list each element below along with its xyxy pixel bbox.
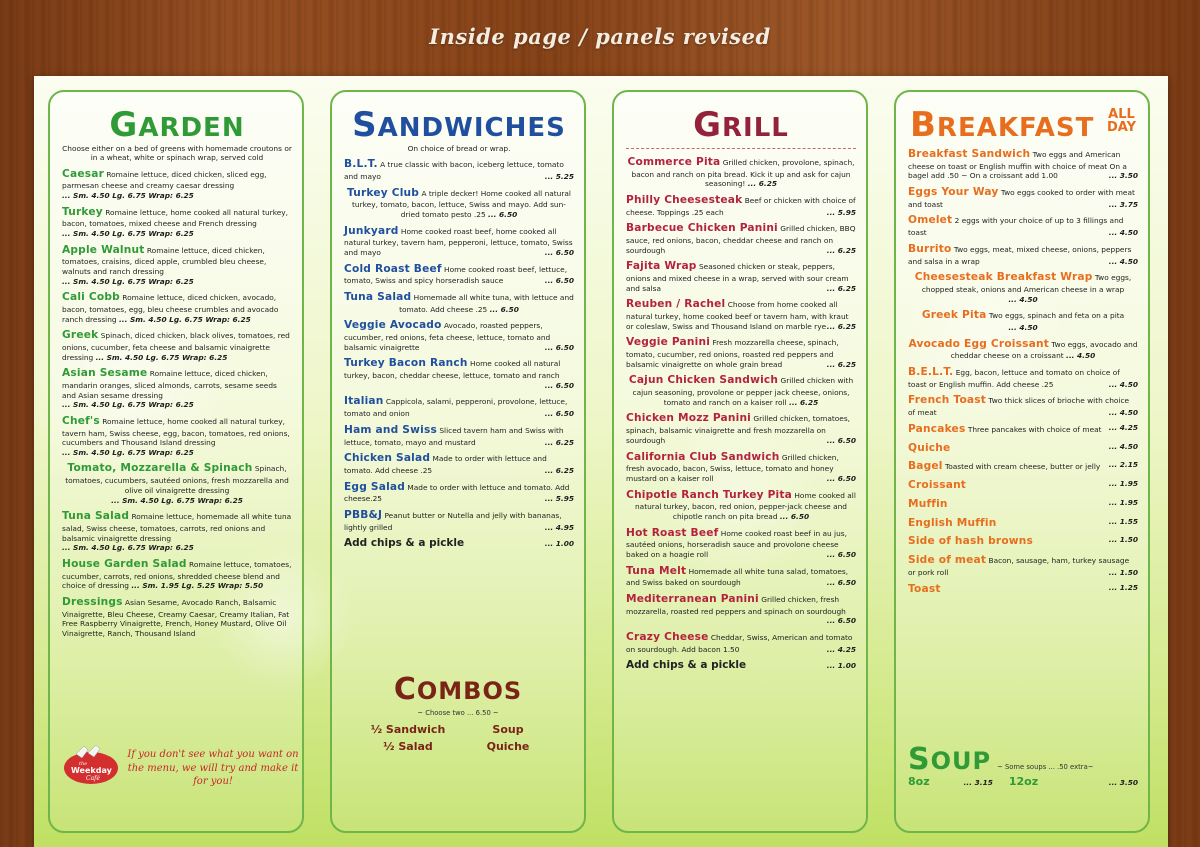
menu-item (344, 357, 574, 390)
menu-item-name: Chicken Mozz Panini (626, 412, 752, 425)
menu-item-name: Tomato, Mozzarella & Spinach (67, 462, 253, 475)
chips-label: Add chips & a pickle (626, 659, 747, 672)
menu-item (344, 395, 574, 418)
menu-item-price: ... Sm. 4.50 Lg. 6.75 Wrap: 6.25 (62, 228, 194, 238)
combo-option: Quiche (486, 740, 530, 753)
menu-item-name: Cheesesteak Breakfast Wrap (914, 271, 1093, 284)
menu-item-price: ... Sm. 4.50 Lg. 6.75 Wrap: 6.25 (62, 400, 194, 410)
menu-item (908, 460, 1138, 474)
combo-option: ½ Salad (383, 740, 433, 753)
menu-item-price: ... 6.50 (544, 276, 574, 286)
menu-item-description: Made to order with lettuce and tomato. Add cheese .25 (344, 454, 547, 476)
menu-item-name: California Club Sandwich (626, 450, 780, 463)
menu-item (62, 558, 292, 591)
menu-item (626, 260, 856, 293)
soup-title (908, 742, 991, 777)
menu-item-price: ... 6.25 (747, 179, 777, 189)
combos-title-rest: OMBOS (416, 677, 523, 705)
menu-item-name: Bagel (908, 460, 943, 473)
menu-item-name: Tuna Melt (626, 564, 687, 577)
chips-price: ... 1.00 (544, 539, 574, 549)
menu-item-description: Romaine lettuce, home cooked all natural turkey, bacon, tomatoes, mixed cheese and French dressing (62, 207, 288, 229)
menu-item-name: Mediterranean Panini (626, 592, 759, 605)
menu-item-name: Fajita Wrap (626, 260, 697, 273)
menu-item-price: ... 6.25 (826, 359, 856, 369)
menu-item (908, 554, 1138, 577)
menu-item-description: Fresh mozzarella cheese, spinach, tomato, cucumber, red onions, roasted red peppers and balsamic vinaigrette on whole grain bread (626, 338, 839, 369)
menu-item-name: Barbecue Chicken Panini (626, 222, 778, 235)
menu-item-name: Philly Cheesesteak (626, 194, 743, 207)
menu-item (344, 319, 574, 352)
menu-item-description: Home cooked roast beef, home cooked all natural turkey, tavern ham, pepperoni, lettuce, tomato, Swiss and mayo (344, 226, 573, 258)
combo-option: ½ Sandwich (370, 723, 446, 736)
menu-item-description: Grilled chicken, fresh mozzarella, roasted red peppers and spinach on sourdough (626, 594, 846, 616)
menu-item-price: ... 4.50 (1108, 379, 1138, 389)
menu-item-price: ... Sm. 4.50 Lg. 6.75 Wrap: 6.25 (62, 543, 194, 553)
menu-item (626, 156, 856, 189)
breakfast-item-list (908, 148, 1138, 596)
menu-item-price: ... Sm. 4.50 Lg. 6.75 Wrap: 6.25 (62, 447, 194, 457)
menu-item-name: Veggie Panini (626, 336, 711, 349)
menu-item (626, 336, 856, 369)
weekday-cafe-logo (62, 744, 120, 786)
menu-item-description: Egg, bacon, lettuce and tomato on choice of toast or English muffin. Add cheese .25 (908, 367, 1120, 389)
menu-item-price: ... Sm. 4.50 Lg. 6.75 Wrap: 6.25 (62, 276, 194, 286)
logo-text-weekday: Weekday (71, 766, 112, 775)
menu-item-name: Hot Roast Beef (626, 526, 719, 539)
menu-item-description: 2 eggs with your choice of up to 3 fillings and toast (908, 216, 1124, 238)
soup-note: ~ Some soups ... .50 extra~ (997, 763, 1094, 771)
grill-panel (612, 90, 868, 833)
menu-item (908, 479, 1138, 493)
menu-item-description: Two eggs and American cheese on toast or English muffin with choice of meat On a bagel add .50 ~ On a croissant add 1.00 (908, 150, 1127, 181)
menu-item-price: ... 4.50 (1108, 256, 1138, 266)
combos-title-initial: C (393, 672, 417, 707)
menu-item-price: ... 6.50 (489, 304, 519, 314)
menu-item-name: Burrito (908, 242, 952, 255)
grill-divider (626, 148, 856, 149)
menu-item (908, 394, 1138, 417)
menu-item (62, 206, 292, 239)
menu-item-price: ... 3.50 (1108, 171, 1138, 181)
menu-item-price: ... 6.25 (544, 437, 574, 447)
menu-item-price: ... 1.50 (1108, 535, 1138, 545)
menu-item-name: Side of meat (908, 554, 987, 567)
menu-item-description: Bacon, sausage, ham, turkey sausage or pork roll (908, 556, 1130, 577)
garden-panel (48, 90, 304, 833)
menu-item-price: ... 5.95 (544, 494, 574, 504)
soup-price-small: ... 3.15 (963, 778, 993, 787)
menu-item (344, 187, 574, 220)
menu-item-description: Home cooked all natural turkey, bacon, cheddar cheese, lettuce, tomato and ranch (344, 359, 561, 381)
menu-item-name: Chicken Salad (344, 452, 431, 465)
menu-item-description: Three pancakes with choice of meat (967, 424, 1102, 434)
menu-item-price: ... 5.25 (544, 172, 574, 182)
menu-item-description: Grilled chicken with cajun seasoning, provolone or pepper jack cheese, onions, tomato and ranch on a kaiser roll (632, 376, 854, 407)
menu-item-price: ... 6.50 (826, 578, 856, 588)
menu-item (62, 462, 292, 505)
garden-title-initial: G (109, 105, 139, 145)
menu-item (344, 509, 574, 532)
menu-item (626, 451, 856, 484)
menu-item-description: Cappicola, salami, pepperoni, provolone, lettuce, tomato and onion (344, 397, 568, 419)
sandwiches-subtitle: On choice of bread or wrap. (407, 144, 511, 153)
menu-item-description: A true classic with bacon, iceberg lettuce, tomato and mayo (344, 160, 564, 182)
menu-item (344, 424, 574, 447)
soup-header (908, 742, 1138, 777)
all-day-line2: DAY (1106, 120, 1136, 135)
menu-item (626, 412, 856, 445)
menu-item-price: ... Sm. 4.50 Lg. 6.75 Wrap: 6.25 (111, 495, 243, 505)
menu-item-price: ... 2.15 (1108, 460, 1138, 470)
menu-item-description: Homemade all white tuna, with lettuce and tomato. Add cheese .25 (399, 293, 574, 314)
chips-price: ... 1.00 (826, 661, 856, 671)
breakfast-title-initial: B (910, 105, 937, 145)
soup-section (908, 742, 1138, 788)
menu-item (908, 309, 1138, 332)
menu-item (626, 374, 856, 407)
menu-item-price: ... 4.50 (1108, 228, 1138, 238)
chips-label: Add chips & a pickle (344, 537, 465, 550)
menu-item-description: Home cooked roast beef, lettuce, tomato, Swiss and spicy horseradish sauce (344, 264, 568, 286)
menu-item-description: Grilled chicken, BBQ sauce, red onions, bacon, cheddar cheese and ranch on sourdough (626, 224, 856, 255)
menu-item-price: ... 3.75 (1108, 199, 1138, 209)
menu-item (344, 225, 574, 258)
menu-item-name: Turkey Club (346, 186, 420, 199)
menu-item (62, 291, 292, 324)
menu-item-description: Toasted with cream cheese, butter or jelly (944, 462, 1101, 472)
menu-item-description: Romaine lettuce, tomatoes, cucumber, carrots, red onions, shredded cheese blend and choice of dressing (62, 559, 292, 591)
menu-item (62, 329, 292, 362)
menu-item (626, 194, 856, 217)
menu-item (908, 338, 1138, 361)
grill-item-list (626, 156, 856, 654)
menu-item-description: Romaine lettuce, diced chicken, mandarin oranges, sliced almonds, carrots, sesame seeds and Asian sesame dressing (62, 369, 277, 400)
menu-item (626, 489, 856, 522)
grill-chips-addon (626, 659, 856, 671)
sandwiches-chips-addon (344, 537, 574, 549)
menu-item-name: Muffin (908, 497, 948, 510)
garden-title (62, 105, 292, 145)
menu-item (908, 442, 1138, 456)
menu-item-name: Tuna Salad (344, 291, 412, 304)
soup-title-rest: OUP (930, 747, 992, 775)
menu-item (626, 565, 856, 588)
menu-item-description: Homemade all white tuna salad, tomatoes, and Swiss baked on sourdough (626, 566, 849, 588)
menu-item-name: English Muffin (908, 516, 997, 529)
menu-item-description: Beef or chicken with choice of cheese. Toppings .25 each (626, 196, 856, 217)
menu-item-price: ... 5.95 (826, 207, 856, 217)
menu-item-description: Two eggs cooked to order with meat and toast (908, 188, 1135, 209)
menu-item (62, 244, 292, 287)
menu-item-name: Crazy Cheese (626, 630, 709, 643)
menu-item-name: Apple Walnut (62, 243, 145, 256)
soup-size-small: 8oz (908, 775, 930, 788)
menu-item-description: A triple decker! Home cooked all natural turkey, tomato, bacon, lettuce, Swiss and mayo. Add sun-dried tomato pesto .25 (352, 188, 571, 220)
menu-item-description: Sliced tavern ham and Swiss with lettuce, tomato, mayo and mustard (344, 425, 564, 447)
menu-item-name: Cali Cobb (62, 291, 120, 304)
menu-item-price: ... 4.50 (1008, 294, 1038, 304)
menu-item-name: French Toast (908, 394, 987, 407)
menu-item-name: Caesar (62, 167, 104, 180)
menu-item-name: Quiche (908, 441, 951, 454)
menu-item (626, 631, 856, 654)
breakfast-title (910, 105, 1138, 145)
menu-item-name: PBB&J (344, 509, 383, 522)
menu-item-description: Romaine lettuce, home cooked all natural turkey, tavern ham, Swiss cheese, egg, bacon, tomatoes, red onions, cucumbers and Thousand Island dressing (62, 416, 290, 448)
menu-item-name: Chef's (62, 414, 100, 427)
all-day-line1: ALL (1108, 107, 1135, 122)
menu-item-description: Seasoned chicken or steak, peppers, onions and mixed cheese in a wrap, served with sour cream and salsa (626, 262, 849, 293)
soup-price-large: ... 3.50 (1108, 778, 1138, 787)
menu-item-name: Cold Roast Beef (344, 262, 442, 275)
menu-item (626, 298, 856, 331)
menu-item (626, 527, 856, 560)
menu-item-price: ... 6.50 (826, 435, 856, 445)
menu-item-price: ... 6.50 (544, 248, 574, 258)
menu-item-price: ... 4.25 (1108, 422, 1138, 432)
soup-title-initial: S (908, 742, 931, 777)
menu-item-price: ... Sm. 1.95 Lg. 5.25 Wrap: 5.50 (131, 581, 264, 591)
menu-item-name: Cajun Chicken Sandwich (628, 374, 779, 387)
menu-item (908, 366, 1138, 389)
menu-item-name: Chipotle Ranch Turkey Pita (626, 488, 793, 501)
menu-item (908, 243, 1138, 266)
menu-item-price: ... 6.25 (789, 397, 819, 407)
menu-item-description: Two thick slices of brioche with choice of meat (908, 396, 1130, 418)
menu-item-description: Spinach, diced chicken, black olives, tomatoes, red onions, cucumber, feta cheese and balsamic vinaigrette dressing (62, 331, 290, 362)
menu-item-price: ... 6.50 (544, 409, 574, 419)
menu-item-name: Breakfast Sandwich (908, 148, 1031, 160)
menu-item-description: Romaine lettuce, diced chicken, tomatoes, craisins, diced apple, crumbled bleu cheese, walnuts and ranch dressing (62, 245, 267, 276)
menu-item-price: ... 1.55 (1108, 516, 1138, 526)
menu-item-name: Ham and Swiss (344, 423, 437, 436)
grill-title-rest: RILL (722, 113, 789, 143)
menu-item-description: Grilled chicken, fresh avocado, bacon, Swiss, lettuce, tomato and honey mustard on a kaiser roll (626, 452, 839, 483)
banner-title: Inside page / panels revised (429, 24, 771, 49)
menu-item (344, 263, 574, 286)
menu-item-description: Two eggs, meat, mixed cheese, onions, peppers and salsa in a wrap (908, 244, 1132, 266)
menu-item-name: Turkey Bacon Ranch (344, 357, 468, 370)
menu-item-description: Romaine lettuce, diced chicken, avocado, bacon, tomatoes, egg, bleu cheese crumbles and avocado ranch dressing (62, 293, 279, 324)
menu-item (908, 583, 1138, 597)
sandwiches-title-rest: ANDWICHES (377, 113, 566, 143)
menu-item-price: ... 6.25 (826, 321, 856, 331)
menu-item-price: ... 6.50 (779, 511, 810, 521)
all-day-badge (1107, 108, 1136, 134)
menu-item-price: ... 6.50 (544, 380, 574, 390)
menu-item-price: ... 4.50 (1066, 351, 1096, 361)
menu-item (908, 148, 1138, 181)
logo-text-the: the (79, 761, 88, 767)
breakfast-panel (894, 90, 1150, 833)
menu-item (908, 271, 1138, 304)
menu-item-price: ... 6.50 (544, 342, 574, 352)
combos-title (332, 672, 584, 707)
menu-item (62, 415, 292, 458)
menu-item-name: Toast (908, 582, 941, 595)
menu-item-description: Avocado, roasted peppers, cucumber, red onions, feta cheese, lettuce, tomato and balsamic vinaigrette (344, 321, 551, 352)
menu-item-price: ... Sm. 4.50 Lg. 6.75 Wrap: 6.25 (95, 352, 228, 362)
menu-item (626, 593, 856, 626)
garden-subtitle: Choose either on a bed of greens with homemade croutons or in a wheat, white or spinach wrap, served cold (62, 144, 292, 163)
sandwiches-panel (330, 90, 586, 833)
menu-item-description: Romaine lettuce, homemade all white tuna salad, Swiss cheese, tomatoes, carrots, red onions and balsamic vinaigrette dressing (62, 512, 292, 543)
menu-item (344, 291, 574, 314)
menu-item (344, 158, 574, 181)
combo-option: Soup (492, 723, 524, 736)
menu-item-description: Home cooked all natural turkey, bacon, red onion, pepper-jack cheese and chipotle ranch on pita bread (634, 490, 856, 521)
menu-item-name: Greek Pita (921, 309, 987, 322)
menu-item-name: Italian (344, 395, 384, 408)
menu-item-price: ... 4.50 (1108, 408, 1138, 418)
menu-item-description: Romaine lettuce, diced chicken, sliced egg, parmesan cheese and creamy caesar dressing (62, 169, 267, 191)
menu-item-description: Choose from home cooked all natural turkey, home cooked beef or tavern ham, with kraut or coleslaw, Swiss and Thousand Island on marble rye (626, 300, 849, 331)
menu-item-description: Two eggs, avocado and cheddar cheese on a croissant (950, 339, 1138, 361)
menu-item (344, 481, 574, 504)
menu-item-name: B.L.T. (344, 158, 378, 171)
menu-item-description: Grilled chicken, provolone, spinach, bacon and ranch on pita bread. Kick it up and ask for cajun seasoning! (631, 158, 855, 189)
menu-item-description: Spinach, tomatoes, cucumbers, sautéed onions, fresh mozzarella and olive oil vinaigrette dressing (65, 464, 289, 495)
menu-item-price: ... 4.50 (1008, 322, 1038, 332)
menu-item-price: ... 4.25 (826, 644, 856, 654)
menu-item-price: ... 6.50 (826, 549, 856, 559)
grill-title (626, 105, 856, 145)
menu-item-name: Side of hash browns (908, 535, 1034, 548)
menu-item-name: Egg Salad (344, 480, 406, 493)
menu-item-name: B.E.L.T. (908, 365, 954, 378)
menu-item (908, 535, 1138, 549)
breakfast-title-rest: REAKFAST (936, 113, 1095, 143)
menu-item-name: Junkyard (344, 224, 399, 237)
menu-item-price: ... 6.50 (488, 210, 518, 220)
menu-item-name: Commerce Pita (627, 156, 721, 168)
menu-item-name: Eggs Your Way (908, 186, 999, 199)
menu-item (908, 214, 1138, 237)
menu-item-name: Turkey (62, 205, 103, 218)
menu-item-description: Cheddar, Swiss, American and tomato on sourdough. Add bacon 1.50 (626, 632, 853, 654)
logo-text-cafe: Café (86, 775, 100, 782)
tagline: If you don't see what you want on the menu, we will try and make it for you! (127, 749, 299, 787)
menu-item-price: ... 1.25 (1108, 582, 1138, 592)
menu-item (62, 596, 292, 639)
menu-item-description: Home cooked roast beef in au jus, sautéed onions, horseradish sauce and provolone cheese baked on a hoagie roll (626, 528, 847, 559)
menu-item-name: Dressings (62, 595, 123, 608)
menu-item-name: Veggie Avocado (344, 319, 442, 332)
menu-item (908, 498, 1138, 512)
menu-item-price: ... 6.25 (544, 466, 574, 476)
menu-item-name: Asian Sesame (62, 367, 148, 380)
menu-item-price: ... 4.50 (1108, 441, 1138, 451)
menu-item (62, 168, 292, 201)
soup-size-large: 12oz (1008, 775, 1039, 788)
menu-item-description: Two eggs, chopped steak, onions and American cheese in a wrap (921, 273, 1132, 294)
garden-item-list (62, 168, 292, 639)
menu-item-description: Asian Sesame, Avocado Ranch, Balsamic Vinaigrette, Bleu Cheese, Creamy Caesar, Creamy Italian, Fat Free Raspberry Vinaigrette, French, Honey Mustard, Olive Oil Vinaigrette, Ranch, Thousand Island (62, 597, 290, 638)
menu-item (908, 423, 1138, 437)
combos-note: ~ Choose two ... 6.50 ~ (417, 709, 499, 717)
menu-item-price: ... 4.95 (544, 522, 574, 532)
menu-item-name: Tuna Salad (62, 510, 130, 523)
menu-item-description: Grilled chicken, tomatoes, spinach, balsamic vinaigrette and fresh mozzarella on sourdough (626, 414, 851, 445)
menu-item-name: House Garden Salad (62, 557, 187, 570)
menu-item-name: Reuben / Rachel (626, 298, 726, 311)
sandwiches-item-list (344, 158, 574, 532)
menu-item-description: Made to order with lettuce and tomato. Add cheese.25 (344, 482, 570, 504)
garden-title-rest: ARDEN (138, 113, 245, 143)
menu-item (62, 510, 292, 553)
menu-item-name: Greek (62, 329, 99, 342)
menu-item-price: ... Sm. 4.50 Lg. 6.75 Wrap: 6.25 (62, 190, 194, 200)
menu-item-price: ... Sm. 4.50 Lg. 6.75 Wrap: 6.25 (118, 314, 251, 324)
menu-item-name: Avocado Egg Croissant (908, 337, 1050, 350)
menu-item-price: ... 6.25 (826, 245, 856, 255)
menu-item (626, 222, 856, 255)
menu-item (908, 517, 1138, 531)
menu-item (62, 367, 292, 410)
menu-item-description: Two eggs, spinach and feta on a pita (988, 311, 1125, 321)
menu-item-price: ... 1.95 (1108, 479, 1138, 489)
menu-item-price: ... 6.25 (826, 283, 856, 293)
menu-item-price: ... 1.50 (1108, 567, 1138, 577)
sandwiches-title (344, 105, 574, 145)
menu-item-name: Croissant (908, 479, 967, 492)
menu-item-description: Peanut butter or Nutella and jelly with bananas, lightly grilled (344, 511, 562, 532)
menu-item (908, 186, 1138, 209)
combos-section (332, 672, 584, 753)
grill-title-initial: G (693, 105, 723, 145)
menu-item-name: Pancakes (908, 422, 966, 435)
menu-item-price: ... 6.50 (826, 473, 856, 483)
combos-options (358, 723, 558, 753)
menu-item-name: Omelet (908, 214, 953, 227)
menu-sheet (34, 76, 1168, 847)
menu-item-price: ... 6.50 (826, 616, 856, 626)
menu-item-price: ... 1.95 (1108, 497, 1138, 507)
sandwiches-title-initial: S (352, 105, 378, 145)
menu-item (344, 452, 574, 475)
